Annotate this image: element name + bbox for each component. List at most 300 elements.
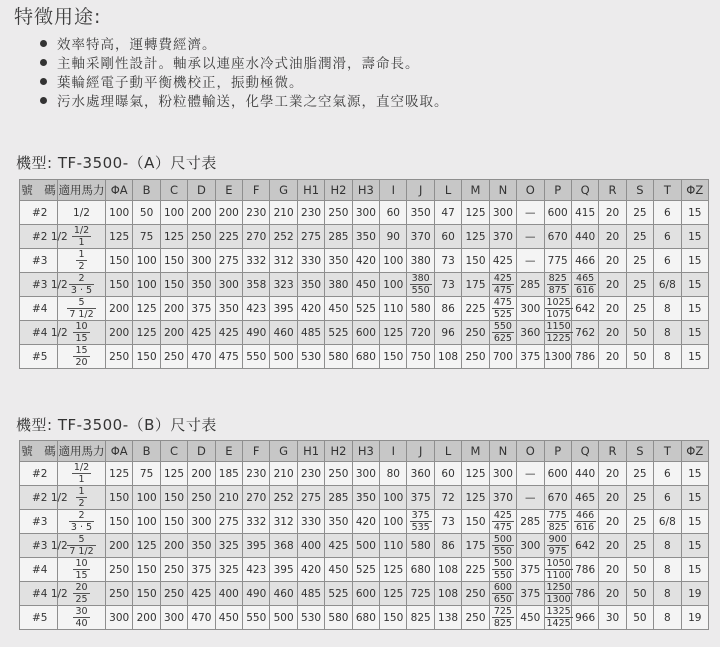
dimension-cell: 230: [243, 201, 270, 225]
dimension-cell: 720: [407, 321, 434, 345]
dimension-cell: 150: [160, 273, 187, 297]
dimension-cell: 350: [188, 273, 215, 297]
table-row: [20, 462, 709, 486]
column-header: B: [133, 180, 160, 201]
dimension-cell: 450: [352, 273, 379, 297]
fraction-top: 500: [493, 534, 512, 545]
dimension-cell: 485: [297, 321, 324, 345]
column-header: P: [544, 180, 571, 201]
dimension-cell: 25: [626, 534, 653, 558]
table-row: [20, 582, 709, 606]
dimension-cell: 50: [626, 582, 653, 606]
dimension-cell: 642: [571, 534, 598, 558]
dimension-cell: 175: [462, 534, 489, 558]
dimension-cell: 580: [407, 534, 434, 558]
dimension-cell: 150: [380, 345, 407, 369]
dimension-cell: 175: [462, 273, 489, 297]
dimension-cell: 230: [297, 462, 324, 486]
dimension-cell: 250: [188, 225, 215, 249]
table-row: [20, 510, 709, 534]
fraction-value: [73, 558, 89, 581]
dimension-cell: 100: [133, 510, 160, 534]
feature-item: [40, 74, 449, 93]
fraction-bottom: 3 · 5: [70, 285, 93, 296]
fraction-bottom: 616: [576, 522, 595, 533]
feature-text: 污水處理曝氣，粉粒體輸送，化學工業之空氣源，直空吸取。: [57, 94, 449, 110]
dimension-cell: 50: [626, 321, 653, 345]
dimension-cell: 50: [133, 201, 160, 225]
model-cell: #2: [20, 201, 58, 225]
dimension-cell: 642: [571, 297, 598, 321]
model-cell: #3 1/2: [20, 273, 58, 297]
fraction-top: 1150: [546, 321, 571, 332]
dimension-cell: 20: [599, 225, 626, 249]
dimension-cell: 423: [243, 558, 270, 582]
dimension-cell: 8: [654, 297, 681, 321]
dimension-cell: 25: [626, 273, 653, 297]
dimension-cell: 20: [599, 201, 626, 225]
horsepower-cell: [58, 510, 106, 534]
column-header: H1: [297, 180, 324, 201]
dimension-cell: 200: [160, 534, 187, 558]
dimension-cell: [544, 297, 571, 321]
dimension-cell: 15: [681, 201, 708, 225]
fraction-top: 2: [69, 273, 94, 285]
dimension-cell: 460: [270, 582, 297, 606]
dimension-cell: [544, 606, 571, 630]
fraction-top: 900: [548, 534, 567, 545]
dimension-cell: 450: [215, 606, 242, 630]
dimension-cell: 500: [270, 345, 297, 369]
dimension-cell: 550: [243, 345, 270, 369]
fraction-top: 10: [75, 321, 88, 332]
dimension-cell: 15: [681, 558, 708, 582]
dimension-cell: 73: [434, 249, 461, 273]
dimension-cell: 750: [407, 345, 434, 369]
fraction-top: 465: [576, 273, 595, 284]
fraction-value: [73, 345, 89, 368]
dimension-cell: 415: [571, 201, 598, 225]
dimension-cell: 350: [188, 534, 215, 558]
dimension-cell: 530: [297, 606, 324, 630]
dimension-cell: 375: [188, 297, 215, 321]
dimension-cell: 150: [106, 273, 133, 297]
table-header-row: [20, 180, 709, 201]
dimension-cell: [544, 534, 571, 558]
dimension-cell: 150: [133, 345, 160, 369]
column-header: ΦZ: [681, 180, 708, 201]
column-header: C: [160, 441, 187, 462]
dimension-cell: 360: [517, 321, 544, 345]
dimension-cell: 420: [352, 249, 379, 273]
feature-item: [40, 93, 449, 112]
dimension-cell: 300: [517, 534, 544, 558]
dimension-cell: 312: [270, 510, 297, 534]
dimension-cell: 680: [352, 345, 379, 369]
dimension-cell: 225: [462, 558, 489, 582]
column-header: S: [626, 180, 653, 201]
fraction-value: [492, 582, 514, 605]
dimension-cell: —: [517, 249, 544, 273]
dimension-cell: 670: [544, 225, 571, 249]
column-header: O: [517, 180, 544, 201]
dimension-cell: 25: [626, 225, 653, 249]
table-row: [20, 249, 709, 273]
column-header: O: [517, 441, 544, 462]
fraction-bottom: 550: [493, 546, 512, 557]
dimension-cell: 285: [325, 486, 352, 510]
fraction-value: [492, 534, 514, 557]
dimension-cell: 300: [352, 462, 379, 486]
dimension-cell: 15: [681, 321, 708, 345]
column-header: ΦA: [106, 441, 133, 462]
column-header: 適用馬力: [58, 180, 106, 201]
dimension-cell: 108: [434, 582, 461, 606]
dimension-cell: 8: [654, 321, 681, 345]
fraction-top: 725: [493, 606, 512, 617]
dimension-cell: [571, 273, 598, 297]
dimension-cell: 15: [681, 486, 708, 510]
dimension-cell: 600: [352, 321, 379, 345]
dimension-cell: 700: [489, 345, 516, 369]
dimension-cell: 200: [106, 321, 133, 345]
dimension-cell: 30: [599, 606, 626, 630]
dimension-cell: 6: [654, 201, 681, 225]
dimension-cell: 525: [325, 321, 352, 345]
fraction-value: [574, 273, 596, 296]
dimension-cell: 15: [681, 534, 708, 558]
dimension-cell: 200: [188, 462, 215, 486]
column-header: D: [188, 441, 215, 462]
dimension-cell: 108: [434, 558, 461, 582]
dimension-cell: [544, 273, 571, 297]
column-header: G: [270, 180, 297, 201]
fraction-bottom: 1425: [546, 618, 571, 629]
dimension-cell: 150: [106, 510, 133, 534]
dimension-cell: 150: [106, 486, 133, 510]
dimension-cell: 15: [681, 225, 708, 249]
dimension-cell: 285: [325, 225, 352, 249]
dimension-cell: 100: [380, 249, 407, 273]
dimension-cell: 466: [571, 249, 598, 273]
dimension-cell: 350: [215, 297, 242, 321]
dimension-cell: 15: [681, 462, 708, 486]
column-header: F: [243, 180, 270, 201]
dimension-cell: 485: [297, 582, 324, 606]
column-header: H3: [352, 180, 379, 201]
dimension-cell: [489, 510, 516, 534]
model-cell: #3: [20, 249, 58, 273]
dimension-cell: 450: [325, 558, 352, 582]
dimension-cell: 680: [352, 606, 379, 630]
dimension-cell: 25: [626, 297, 653, 321]
dimension-cell: 125: [380, 558, 407, 582]
fraction-bottom: 550: [493, 570, 512, 581]
fraction-bottom: 825: [548, 522, 567, 533]
dimension-cell: 500: [352, 534, 379, 558]
dimension-cell: 250: [160, 582, 187, 606]
dimension-cell: 20: [599, 249, 626, 273]
fraction-top: 600: [493, 582, 512, 593]
dimension-cell: 460: [270, 321, 297, 345]
fraction-top: 825: [548, 273, 567, 284]
fraction-value: [545, 297, 573, 320]
fraction-value: [545, 606, 573, 629]
dimension-cell: 230: [297, 201, 324, 225]
dimension-cell: 275: [215, 249, 242, 273]
dimension-cell: 250: [160, 345, 187, 369]
dimension-cell: 530: [297, 345, 324, 369]
dimension-cell: 285: [517, 510, 544, 534]
dimension-cell: 250: [188, 486, 215, 510]
dimension-cell: 250: [325, 201, 352, 225]
dimension-cell: 250: [462, 606, 489, 630]
dimension-cell: 332: [243, 510, 270, 534]
fraction-bottom: 20: [75, 357, 88, 368]
column-header: I: [380, 441, 407, 462]
horsepower-cell: [58, 345, 106, 369]
dimension-cell: 100: [133, 249, 160, 273]
fraction-value: [73, 582, 89, 605]
dimension-cell: 250: [106, 558, 133, 582]
dimension-cell: 1300: [544, 345, 571, 369]
dimension-cell: 580: [407, 297, 434, 321]
fraction-value: [547, 534, 569, 557]
dimension-table-b: [19, 440, 709, 630]
dimension-cell: 6: [654, 249, 681, 273]
dimension-cell: 470: [188, 606, 215, 630]
dimension-cell: 420: [297, 558, 324, 582]
table-row: [20, 486, 709, 510]
fraction-value: [67, 297, 95, 320]
fraction-bottom: 616: [576, 285, 595, 296]
dimension-cell: 15: [681, 345, 708, 369]
fraction-bottom: 875: [548, 285, 567, 296]
horsepower-cell: [58, 297, 106, 321]
dimension-cell: 350: [297, 273, 324, 297]
dimension-cell: 125: [160, 225, 187, 249]
column-header: M: [462, 441, 489, 462]
column-header: H3: [352, 441, 379, 462]
dimension-cell: 8: [654, 558, 681, 582]
dimension-cell: 725: [407, 582, 434, 606]
dimension-cell: 6/8: [654, 510, 681, 534]
dimension-cell: 525: [352, 558, 379, 582]
dimension-cell: 350: [352, 225, 379, 249]
dimension-cell: 300: [352, 201, 379, 225]
dimension-cell: 15: [681, 297, 708, 321]
dimension-cell: 465: [571, 486, 598, 510]
dimension-cell: 125: [462, 486, 489, 510]
fraction-value: [492, 273, 514, 296]
dimension-cell: 110: [380, 534, 407, 558]
fraction-value: [72, 225, 91, 248]
column-header: N: [489, 441, 516, 462]
fraction-bottom: 1300: [546, 594, 571, 605]
dimension-cell: 395: [270, 297, 297, 321]
fraction-bottom: 975: [548, 546, 567, 557]
dimension-cell: 370: [489, 225, 516, 249]
dimension-cell: 125: [380, 582, 407, 606]
table-row: [20, 321, 709, 345]
dimension-cell: 100: [380, 510, 407, 534]
dimension-cell: 15: [681, 510, 708, 534]
dimension-cell: 86: [434, 297, 461, 321]
fraction-value: [547, 273, 569, 296]
fraction-bottom: 1225: [546, 333, 571, 344]
column-header: B: [133, 441, 160, 462]
fraction-bottom: 475: [493, 522, 512, 533]
table-row: [20, 201, 709, 225]
dimension-cell: 73: [434, 510, 461, 534]
fraction-top: 5: [67, 297, 95, 309]
dimension-cell: 440: [571, 225, 598, 249]
column-header: L: [434, 441, 461, 462]
dimension-cell: 330: [297, 510, 324, 534]
dimension-cell: 370: [489, 486, 516, 510]
column-header: E: [215, 441, 242, 462]
dimension-cell: 200: [215, 201, 242, 225]
fraction-bottom: 7 1/2: [69, 546, 94, 557]
dimension-cell: 375: [517, 582, 544, 606]
fraction-top: 550: [493, 321, 512, 332]
table-header-row: [20, 441, 709, 462]
dimension-cell: 50: [626, 558, 653, 582]
model-cell: #4 1/2: [20, 321, 58, 345]
column-header: I: [380, 180, 407, 201]
fraction-value: [547, 510, 569, 533]
model-cell: #3 1/2: [20, 534, 58, 558]
fraction-value: [73, 606, 89, 629]
fraction-top: 775: [548, 510, 567, 521]
dimension-cell: 786: [571, 345, 598, 369]
dimension-table-a: [19, 179, 709, 369]
dimension-cell: [544, 321, 571, 345]
dimension-cell: 420: [297, 297, 324, 321]
fraction-top: 500: [493, 558, 512, 569]
dimension-cell: 360: [407, 462, 434, 486]
dimension-cell: 270: [243, 486, 270, 510]
dimension-cell: 19: [681, 606, 708, 630]
horsepower-cell: 1/2: [58, 201, 106, 225]
fraction-top: 1325: [546, 606, 571, 617]
model-cell: #4: [20, 558, 58, 582]
fraction-value: [67, 534, 95, 557]
column-header: S: [626, 441, 653, 462]
feature-item: [40, 55, 449, 74]
fraction-bottom: 475: [493, 285, 512, 296]
dimension-cell: 110: [380, 297, 407, 321]
table-row: [20, 534, 709, 558]
dimension-cell: 475: [215, 345, 242, 369]
model-cell: #2 1/2: [20, 225, 58, 249]
dimension-cell: 8: [654, 345, 681, 369]
fraction-top: 1/2: [73, 462, 90, 473]
dimension-cell: 210: [270, 462, 297, 486]
fraction-value: [574, 510, 596, 533]
dimension-cell: 6/8: [654, 273, 681, 297]
dimension-cell: 332: [243, 249, 270, 273]
column-header: T: [654, 441, 681, 462]
dimension-cell: 470: [188, 345, 215, 369]
dimension-cell: 395: [243, 534, 270, 558]
fraction-top: 1: [78, 486, 85, 497]
dimension-cell: 72: [434, 486, 461, 510]
dimension-cell: 500: [270, 606, 297, 630]
dimension-cell: 580: [325, 606, 352, 630]
dimension-cell: 25: [626, 201, 653, 225]
fraction-value: [410, 273, 432, 296]
fraction-value: [76, 249, 86, 272]
fraction-value: [492, 297, 514, 320]
dimension-cell: 350: [325, 249, 352, 273]
dimension-cell: 150: [462, 249, 489, 273]
dimension-cell: 200: [133, 606, 160, 630]
dimension-cell: —: [517, 225, 544, 249]
dimension-cell: 375: [188, 558, 215, 582]
dimension-cell: 380: [325, 273, 352, 297]
column-header: C: [160, 180, 187, 201]
dimension-cell: 358: [243, 273, 270, 297]
model-cell: #2: [20, 462, 58, 486]
column-header: Q: [571, 180, 598, 201]
fraction-value: [545, 321, 573, 344]
fraction-top: 1: [78, 249, 85, 260]
model-cell: #5: [20, 606, 58, 630]
fraction-top: 1/2: [73, 225, 90, 236]
fraction-top: 475: [493, 297, 512, 308]
fraction-value: [492, 558, 514, 581]
dimension-cell: 20: [599, 297, 626, 321]
fraction-value: [76, 486, 86, 509]
dimension-cell: 275: [297, 225, 324, 249]
dimension-cell: 440: [571, 462, 598, 486]
fraction-value: [545, 558, 573, 581]
dimension-cell: 125: [133, 321, 160, 345]
fraction-top: 1250: [546, 582, 571, 593]
dimension-cell: 400: [215, 582, 242, 606]
dimension-cell: 252: [270, 225, 297, 249]
dimension-cell: 600: [544, 462, 571, 486]
feature-list: [40, 36, 449, 112]
fraction-top: 1050: [546, 558, 571, 569]
dimension-cell: 60: [434, 225, 461, 249]
fraction-top: 375: [411, 510, 430, 521]
dimension-cell: [489, 273, 516, 297]
dimension-cell: 200: [160, 297, 187, 321]
fraction-value: [73, 321, 89, 344]
dimension-cell: 125: [106, 225, 133, 249]
dimension-cell: 300: [188, 249, 215, 273]
dimension-cell: 370: [407, 225, 434, 249]
dimension-cell: 323: [270, 273, 297, 297]
table-a-title: 機型: TF-3500-（A）尺寸表: [16, 154, 217, 172]
dimension-cell: 250: [462, 582, 489, 606]
dimension-cell: 100: [160, 201, 187, 225]
column-header: M: [462, 180, 489, 201]
table-row: [20, 345, 709, 369]
dimension-cell: 19: [681, 582, 708, 606]
dimension-cell: 150: [160, 249, 187, 273]
column-header: N: [489, 180, 516, 201]
fraction-top: 20: [75, 582, 88, 593]
dimension-cell: 20: [599, 486, 626, 510]
dimension-cell: 50: [626, 345, 653, 369]
dimension-cell: 15: [681, 249, 708, 273]
dimension-cell: 50: [626, 606, 653, 630]
dimension-cell: 185: [215, 462, 242, 486]
dimension-cell: 25: [626, 510, 653, 534]
